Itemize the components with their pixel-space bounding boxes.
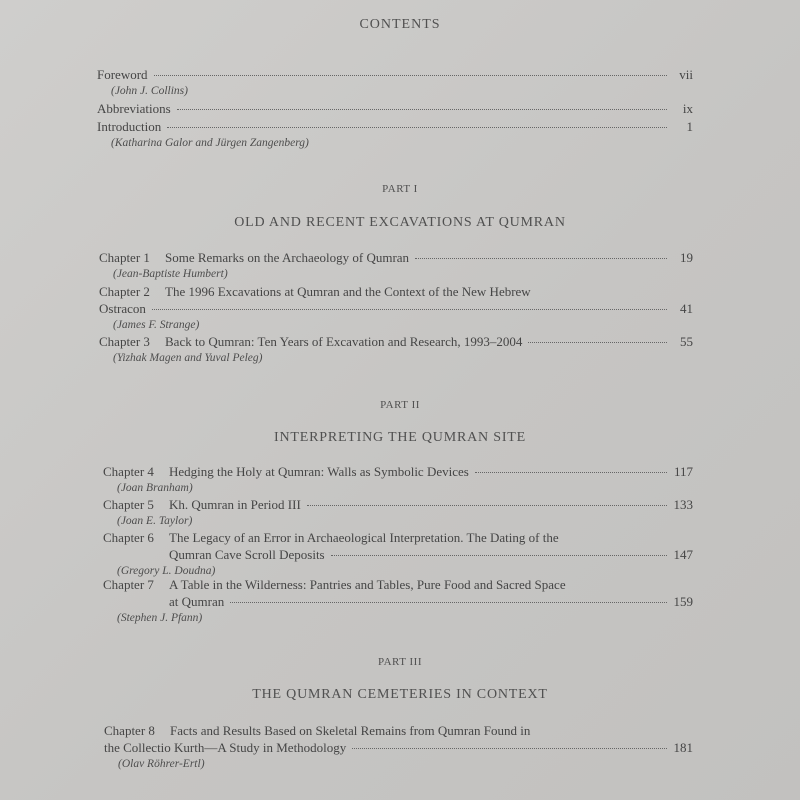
page-number: 159 [673, 594, 693, 609]
chapter-title: The Legacy of an Error in Archaeological Interpretation. The Dating of the [169, 530, 559, 545]
entry-title: Foreword [97, 67, 148, 82]
page-number: 147 [673, 547, 693, 562]
leader-dots [230, 602, 667, 603]
chapter-author: (Yizhak Magen and Yuval Peleg) [113, 352, 263, 364]
chapter-number: Chapter 6 [103, 530, 154, 545]
toc-entry-chapter [103, 529, 693, 580]
entry-author: (Katharina Galor and Jürgen Zangenberg) [111, 137, 309, 149]
leader-dots [177, 109, 667, 110]
chapter-author: (Stephen J. Pfann) [117, 612, 203, 624]
chapter-author: (Jean-Baptiste Humbert) [113, 268, 228, 280]
chapter-author: (Joan Branham) [117, 482, 193, 494]
leader-dots [167, 127, 667, 128]
page-number: vii [679, 67, 693, 82]
page-number: 181 [673, 740, 693, 755]
chapter-author: (Olav Röhrer-Ertl) [118, 758, 205, 770]
chapter-number: Chapter 3 [99, 334, 150, 349]
leader-dots [352, 748, 667, 749]
chapter-number: Chapter 7 [103, 577, 154, 592]
leader-dots [331, 555, 667, 556]
leader-dots [307, 505, 667, 506]
chapter-title: Back to Qumran: Ten Years of Excavation and Research, 1993–2004 [165, 334, 523, 349]
entry-title: Abbreviations [97, 101, 171, 116]
page-number: 1 [686, 119, 693, 134]
leader-dots [475, 472, 667, 473]
toc-entry-chapter [99, 333, 693, 367]
toc-entry-introduction [97, 118, 693, 152]
toc-entry-abbreviations [97, 100, 693, 117]
part-label: PART II [380, 399, 420, 411]
toc-entry-chapter [99, 249, 693, 283]
toc-entry-chapter [103, 576, 693, 627]
toc-entry-foreword [97, 66, 693, 100]
chapter-number: Chapter 5 [103, 497, 154, 512]
part-label: PART I [382, 183, 418, 195]
entry-title: Introduction [97, 119, 162, 134]
entry-author: (John J. Collins) [111, 85, 188, 97]
leader-dots [152, 309, 667, 310]
page-number: 19 [680, 250, 693, 265]
page-number: 55 [680, 334, 693, 349]
chapter-title-continued: at Qumran [169, 594, 225, 609]
page-number: ix [682, 101, 693, 116]
chapter-title: A Table in the Wilderness: Pantries and Tables, Pure Food and Sacred Space [169, 577, 566, 592]
part-label: PART III [378, 656, 422, 668]
chapter-number: Chapter 4 [103, 464, 154, 479]
chapter-title: Hedging the Holy at Qumran: Walls as Symbolic Devices [169, 464, 469, 479]
chapter-number: Chapter 2 [99, 284, 150, 299]
chapter-title: Kh. Qumran in Period III [169, 497, 301, 512]
page-number: 117 [673, 464, 693, 479]
chapter-title-continued: Ostracon [99, 301, 146, 316]
toc-entry-chapter [103, 496, 693, 530]
toc-entry-chapter [104, 722, 693, 773]
chapter-title: The 1996 Excavations at Qumran and the Context of the New Hebrew [165, 284, 531, 299]
chapter-title-continued: the Collectio Kurth—A Study in Methodology [104, 740, 347, 755]
part-title: THE QUMRAN CEMETERIES IN CONTEXT [252, 687, 548, 702]
toc-entry-chapter [103, 463, 693, 497]
page-number: 133 [673, 497, 693, 512]
part-title: INTERPRETING THE QUMRAN SITE [274, 430, 526, 445]
chapter-title: Some Remarks on the Archaeology of Qumran [165, 250, 410, 265]
chapter-number: Chapter 1 [99, 250, 150, 265]
chapter-number: Chapter 8 [104, 723, 155, 738]
chapter-title-continued: Qumran Cave Scroll Deposits [169, 547, 325, 562]
chapter-author: (Gregory L. Doudna) [117, 565, 216, 577]
contents-heading: CONTENTS [359, 17, 441, 32]
leader-dots [154, 75, 667, 76]
toc-entry-chapter [99, 283, 693, 334]
leader-dots [528, 342, 667, 343]
part-title: OLD AND RECENT EXCAVATIONS AT QUMRAN [234, 215, 566, 230]
chapter-author: (James F. Strange) [113, 319, 200, 331]
page-number: 41 [680, 301, 693, 316]
leader-dots [415, 258, 667, 259]
chapter-title: Facts and Results Based on Skeletal Remains from Qumran Found in [170, 723, 531, 738]
chapter-author: (Joan E. Taylor) [117, 515, 193, 527]
